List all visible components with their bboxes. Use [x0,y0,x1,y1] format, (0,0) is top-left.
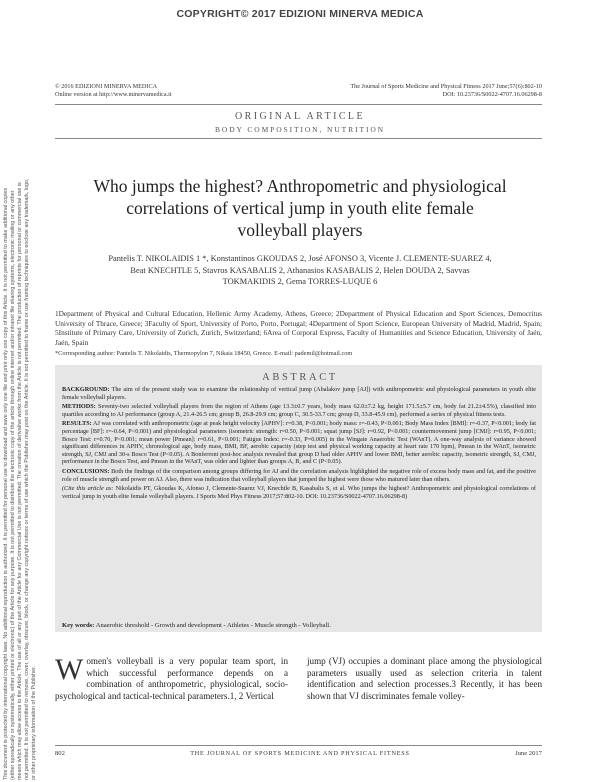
text: Both the findings of the comparison among groups differing for AJ and the correlation analysis highlighted the negative role of excess body mass and fat, and the positive role of muscle strength and power on AJ. Also, there was indication that volleyball players that jumped the highest were those who matured later than others. [62,467,537,483]
journal-name: THE JOURNAL OF SPORTS MEDICINE AND PHYSICAL FITNESS [190,750,410,757]
journal-citation: The Journal of Sports Medicine and Physical Fitness 2017 June;57(6):802-10 [350,83,542,90]
label: RESULTS: [62,420,92,428]
doi: DOI: 10.23736/S0022-4707.16.06298-8 [442,91,542,98]
issue-date: June 2017 [515,750,542,757]
citation [62,485,536,500]
header-rule [55,104,542,105]
body-text: jump (VJ) occupies a dominant place among the physiological parameters usually used as selection criteria in talent identification and selection processes.3 Recently, it has been shown that VJ discriminates female volley- [307,656,542,702]
body-column-left [55,653,288,703]
author-list: Pantelis T. NIKOLAIDIS 1 *, Konstantinos GKOUDAS 2, José AFONSO 3, Vicente J. CLEMENTE-SUAREZ 4, Beat KNECHTLE 5, Stavros KASABALIS 2, Athanasios KASABALIS 2, Helen DOUDA 2, Savvas TOKMAKIDIS 2, Gema TORRES-LUQUE 6 [108,254,492,286]
body-text: omen's volleyball is a very popular team sport, in which successful performance depends on a combination of anthropometric, physiological, socio-psychological and tactical-technical parameters.1, 2 Vertical [55,656,288,702]
abstract-heading: ABSTRACT [262,372,338,383]
copyright-notice-left [0,178,37,780]
notice-line: means which may allow access to the Article. The use of all or any part of the Article for any Commercial Use is not permitted. The creation of derivative works from the Article is not permitted. The production of reprints for personal or commercial use is [17,182,23,780]
drop-cap: W [55,653,84,686]
article-title: Who jumps the highest? Anthropometric and physiological correlations of vertical jump in youth elite female volleyball players [93,176,507,240]
notice-line: not permitted. It is not permitted to remove, cover, overlay, obscure, block, or change any copyright notices or terms of use which the Publisher may post on the Article. It is not permitted to frame or use framing techniques to enclose any trademark, logo, [24,178,30,780]
keywords [62,622,536,629]
footer-rule [55,745,542,746]
online-version: Online version at http://www.minervamedica.it [55,91,172,98]
abstract-conclusions [62,468,536,483]
text: Nikolaidis PT, Gkoudas K, Afonso J, Clemente-Suarez VJ, Knechtle B, Kasabalis S, et al. Who jumps the highest? Anthropometric and physiological correlations of vertical jump in youth elite female volleyball players. J Sports Med Phys Fitness 2017;57:802-10. DOI: 10.23736/S0022-4707.16.06298-8) [62,485,536,500]
corresponding-author: *Corresponding author: Pantelis T. Nikolaidis, Thermopylon 7, Nikaia 18450, Greece. E-mail: pademil@hotmail.com [55,350,353,357]
affiliations: 1Department of Physical and Cultural Education, Hellenic Army Academy, Athens, Greece; 2Department of Physical Education and Sport Sciences, Democritus University of Thrace, Greece; 3Faculty of Sport, University of Porto, Porto, Portugal; 4Department of Sport Science, European University of Madrid, Madrid, Spain; 5Institute of Primary Care, University of Zurich, Zurich, Switzerland; 6Area of Corporal Express, Faculty of Humanities and Science Education, University of Jaén, Jaén, Spain [55,309,542,347]
copyright-banner: COPYRIGHT© 2017 EDIZIONI MINERVA MEDICA [176,8,424,20]
abstract-methods [62,403,536,418]
abstract-results [62,420,536,466]
abstract-body [62,386,536,502]
abstract-background [62,386,536,401]
notice-line: This document is protected by international copyright laws. No additional reproduction is authorized. It is permitted for personal use to download and save only one file and print only one copy of this Article. It is not permitted to make additional copies [3,187,9,780]
body-column-right [307,656,542,703]
label: CONCLUSIONS: [62,467,110,475]
article-type: ORIGINAL ARTICLE [235,111,365,122]
section-rule [55,138,542,139]
keywords-label: Key words: [62,622,95,629]
label: METHODS: [62,403,96,411]
header-right [350,83,542,99]
label: (Cite this article as: [62,485,114,493]
section-name: BODY COMPOSITION, NUTRITION [215,125,385,134]
publisher-copyright: © 2016 EDIZIONI MINERVA MEDICA [55,83,158,90]
text: Seventy-two selected volleyball players from the region of Athens (age 13.3±0.7 years, body mass 62.0±7.2 kg, height 171.5±5.7 cm, body fat 21.2±4.5%), classified into quartiles according to AJ performance (group A, 21.4-26.5 cm; group B, 26.8-29.9 cm; group C, 30.5-33.7 cm; group D, 33.8-45.9 cm), performed a series of physical fitness tests. [62,403,537,418]
label: BACKGROUND: [62,386,110,393]
notice-line: (either sporadically or systematically, either printed or electronic) of the Article for any purpose. It is not permitted to distribute the electronic copy of the article through online internet and/or intranet file sharing systems, electronic mailing or any other [10,190,16,780]
text: AJ was correlated with anthropometric (age at peak height velocity [APHV]: r=0.38, P<0.001; body mass: r=-0.43, P<0.001; Body Mass Index [BMI]: r=-0.37, P<0.001; body fat percentage [BF]: r=-0.64, P<0.001) and physiological parameters (isometric strength: r=0.50, P<0.001; squat jump [SJ]: r=0.92, P<0.001; countermovement jump [CMJ]: r=0.95, P<0.001; Bosco Test: r=0.70, P<0.001; mean power [Pmean]: r=0.61, P<0.001; Fatigue Index: r=-0.33, P=0.005) in the Wingate Anaerobic Test (WAnT). A one-way analysis of variance showed significant differences in APHV, chronological age, body mass, BMI, BF, aerobic capacity (step test and physical working capacity at heart rate 170 bpm), Pmean in the WAnT, isometric strength, SJ, CMJ and 30-s Bosco Test (P<0.05). A Bonferroni post-hoc analysis revealed that group D had older APHV and lower BMI, better aerobic capacity, isometric strength, SJ, CMJ, performance in the Bosco Test, and Pmean in the WAnT, was older and lighter than groups A, B, and C (P<0.05). [62,420,536,466]
keywords-text: Anaerobic threshold - Growth and development - Athletes - Muscle strength - Volleyball. [95,622,331,629]
header-left [55,83,172,99]
text: The aim of the present study was to examine the relationship of vertical jump (Abalakov jump [AJ]) with anthropometric and physiological parameters in youth elite female volleyball players. [62,386,536,401]
page-number: 802 [55,750,65,757]
notice-line: or other proprietary information of the Publisher. [31,665,37,780]
